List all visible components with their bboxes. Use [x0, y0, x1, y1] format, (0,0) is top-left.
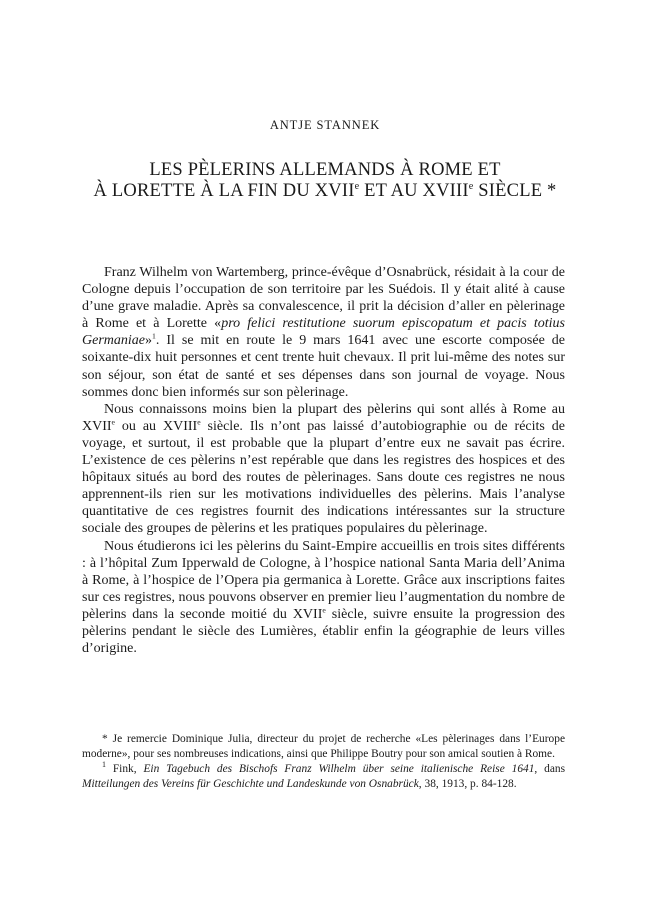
title-line-1: LES PÈLERINS ALLEMANDS À ROME ET	[149, 160, 501, 180]
footnote-ref-1: 1	[152, 331, 156, 341]
paragraph-2: Nous connaissons moins bien la plupart des pèlerins qui sont allés à Rome au XVIIe ou au XVIIIe siècle. Ils n’ont pas laissé d’autobiographie ou de récits de voyage, et surtout, il est probable que la plupart d’entre eux ne savait pas écrire. L’existence de ces pèlerins n’est repérable que dans les registres des hospices et des hôpitaux situés au bord des routes de pèlerinages. Sans doute ces registres ne nous apprennent-ils rien sur les motivations individuelles des pèlerins. Mais l’analyse quantitative de ces registres fournit des indications intéressantes sur la structure sociale des groupes de pèlerins et les pratiques populaires du pèlerinage.	[82, 401, 565, 537]
title-line-2: À LORETTE À LA FIN DU XVIIe ET AU XVIIIe SIÈCLE *	[93, 180, 557, 201]
paragraph-3: Nous étudierons ici les pèlerins du Saint-Empire accueillis en trois sites différents : à l’hôpital Zum Ipperwald de Cologne, à l’hospice national Santa Maria dell’Anima à Rome, à l’hospice de l’Opera pia germanica à Lorette. Grâce aux inscriptions faites sur ces registres, nous pouvons observer en premier lieu l’augmentation du nombre de pèlerins dans la seconde moitié du XVIIe siècle, suivre ensuite la progression des pèlerins pendant le siècle des Lumières, établir enfin la géographie de leurs villes d’origine.	[82, 538, 566, 657]
article-title	[80, 160, 570, 202]
paragraph-1: Franz Wilhelm von Wartemberg, prince-évêque d’Osnabrück, résidait à la cour de Cologne depuis l’occupation de son territoire par les Suédois. Il y était alité à cause d’une grave maladie. Après sa convalescence, il prit la décision d’aller en pèlerinage à Rome et à Lorette «pro felici restitutione suorum episcopatum et pacis totius Germaniae»$^1$. Il se mit en route le 9 mars 1641 avec une escorte composée de soixante-dix huit personnes et cent trente huit chevaux. Il prit lui-même des notes sur son séjour, son état de santé et ses dépenses dans son journal de voyage. Nous sommes donc bien informés sur son pèlerinage.	[82, 265, 565, 400]
latin-quote: pro felici restitutione suorum episcopatum et pacis totius Germaniae	[82, 316, 565, 349]
article-body	[82, 264, 565, 657]
footnote-star: * Je remercie Dominique Julia, directeur du projet de recherche «Les pèlerinages dans l’Europe moderne», pour ses nombreuses indications, ainsi que Philippe Boutry pour son amical soutien à Rome.	[82, 733, 565, 760]
author-name: ANTJE STANNEK	[269, 118, 381, 132]
footnote-1: $^1$ Fink, Ein Tagebuch des Bischofs Franz Wilhelm über seine italienische Reise 1641, dans Mitteilungen des Vereins für Geschichte und Landeskunde von Osnabrück, 38, 1913, p. 84-128.	[82, 760, 565, 790]
footnotes	[82, 732, 565, 792]
